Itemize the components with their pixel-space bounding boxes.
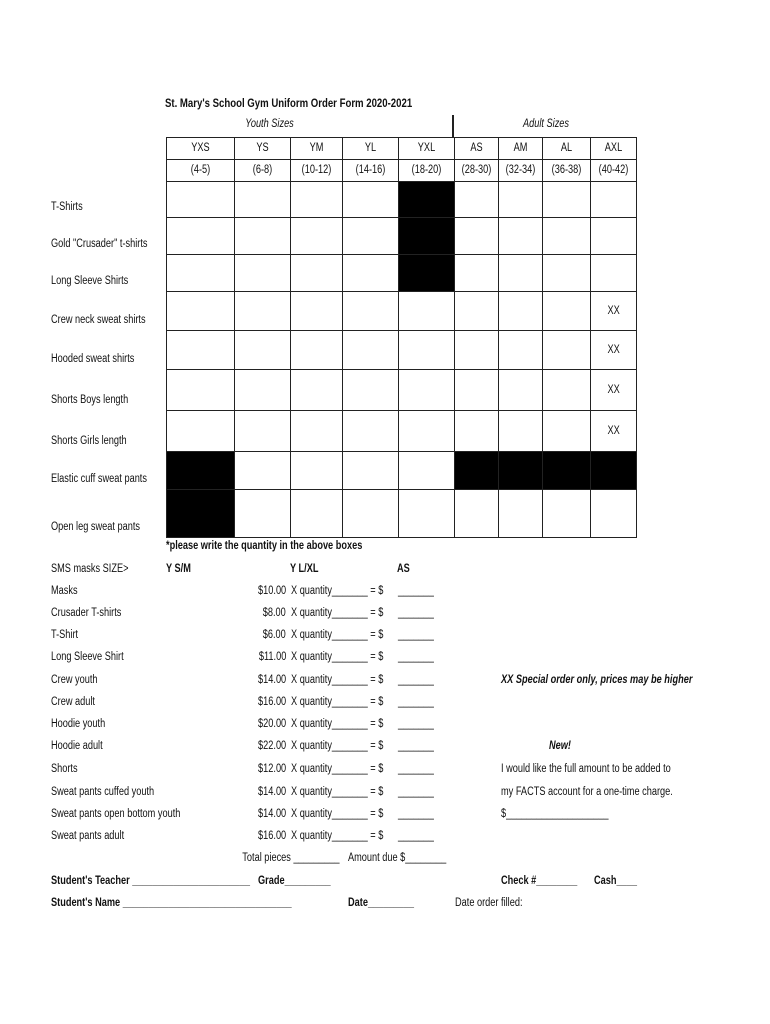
special-order-note: XX Special order only, prices may be higher bbox=[501, 674, 693, 686]
row-label: Crew neck sweat shirts bbox=[51, 314, 146, 326]
qty-cell[interactable] bbox=[454, 330, 498, 369]
price-value: $8.00 bbox=[262, 607, 286, 619]
row-label: Elastic cuff sweat pants bbox=[51, 473, 147, 485]
date-order-filled-label: Date order filled: bbox=[455, 897, 523, 909]
quantity-calc[interactable]: X quantity_______ = $ bbox=[291, 629, 384, 641]
quantity-instruction: *please write the quantity in the above boxes bbox=[166, 540, 363, 552]
quantity-calc[interactable]: X quantity_______ = $ bbox=[291, 585, 384, 597]
size-quantity-grid bbox=[46, 115, 637, 538]
total-pieces-field[interactable]: Total pieces _________ bbox=[241, 852, 339, 864]
size-range-row bbox=[46, 159, 636, 181]
special-order-cell[interactable]: XX bbox=[590, 291, 636, 330]
qty-cell[interactable] bbox=[454, 217, 498, 254]
size-header-as: AS bbox=[454, 137, 498, 159]
qty-cell[interactable] bbox=[290, 369, 342, 410]
size-range-as: (28-30) bbox=[454, 159, 498, 181]
size-range-yxs: (4-5) bbox=[166, 159, 234, 181]
qty-cell[interactable] bbox=[342, 330, 398, 369]
qty-cell[interactable] bbox=[590, 254, 636, 291]
form-title: St. Mary's School Gym Uniform Order Form 2020-2021 bbox=[165, 96, 413, 110]
unavailable-cell bbox=[542, 451, 590, 489]
qty-cell[interactable] bbox=[234, 291, 290, 330]
qty-cell[interactable] bbox=[454, 489, 498, 537]
size-header-ym: YM bbox=[290, 137, 342, 159]
qty-cell[interactable] bbox=[342, 451, 398, 489]
amount-blank[interactable]: _______ bbox=[398, 763, 434, 775]
qty-cell[interactable] bbox=[454, 410, 498, 451]
grid-row-elastic-cuff bbox=[46, 451, 636, 489]
qty-cell[interactable] bbox=[342, 217, 398, 254]
size-header-axl: AXL bbox=[590, 137, 636, 159]
price-value: $6.00 bbox=[262, 629, 286, 641]
grid-row-t-shirts bbox=[46, 181, 636, 217]
price-value: $20.00 bbox=[257, 718, 286, 730]
qty-cell[interactable] bbox=[290, 330, 342, 369]
quantity-calc[interactable]: X quantity_______ = $ bbox=[291, 830, 384, 842]
qty-cell[interactable] bbox=[590, 181, 636, 217]
qty-cell[interactable] bbox=[234, 181, 290, 217]
qty-cell[interactable] bbox=[542, 181, 590, 217]
qty-cell[interactable] bbox=[234, 330, 290, 369]
grid-row-gold-crusader bbox=[46, 217, 636, 254]
qty-cell[interactable] bbox=[590, 217, 636, 254]
qty-cell[interactable] bbox=[166, 369, 234, 410]
qty-cell[interactable] bbox=[166, 410, 234, 451]
facts-text-line2: my FACTS account for a one-time charge. bbox=[501, 786, 673, 798]
price-item: Shorts bbox=[51, 763, 78, 775]
cash-field[interactable]: Cash____ bbox=[594, 875, 637, 887]
size-header-al: AL bbox=[542, 137, 590, 159]
mask-size-as: AS bbox=[397, 563, 410, 575]
qty-cell[interactable] bbox=[234, 451, 290, 489]
unavailable-cell bbox=[590, 451, 636, 489]
unavailable-cell bbox=[498, 451, 542, 489]
amount-blank[interactable]: _______ bbox=[398, 629, 434, 641]
qty-cell[interactable] bbox=[454, 181, 498, 217]
student-name-field[interactable]: Student's Name _________________________________ bbox=[51, 897, 292, 909]
masks-size-label: SMS masks SIZE> bbox=[51, 563, 129, 575]
qty-cell[interactable] bbox=[542, 291, 590, 330]
size-code-row bbox=[46, 137, 636, 159]
qty-cell[interactable] bbox=[166, 330, 234, 369]
row-label: Hooded sweat shirts bbox=[51, 353, 135, 365]
price-item: Crew adult bbox=[51, 696, 95, 708]
qty-cell[interactable] bbox=[398, 489, 454, 537]
size-range-al: (36-38) bbox=[542, 159, 590, 181]
qty-cell[interactable] bbox=[498, 330, 542, 369]
price-item: Crusader T-shirts bbox=[51, 607, 122, 619]
qty-cell[interactable] bbox=[498, 217, 542, 254]
price-item: Hoodie youth bbox=[51, 718, 106, 730]
size-header-am: AM bbox=[498, 137, 542, 159]
amount-blank[interactable]: _______ bbox=[398, 696, 434, 708]
qty-cell[interactable] bbox=[234, 254, 290, 291]
size-header-ys: YS bbox=[234, 137, 290, 159]
qty-cell[interactable] bbox=[542, 217, 590, 254]
qty-cell[interactable] bbox=[234, 489, 290, 537]
size-range-ym: (10-12) bbox=[290, 159, 342, 181]
amount-blank[interactable]: _______ bbox=[398, 740, 434, 752]
amount-blank[interactable]: _______ bbox=[398, 786, 434, 798]
qty-cell[interactable] bbox=[454, 291, 498, 330]
quantity-calc[interactable]: X quantity_______ = $ bbox=[291, 718, 384, 730]
price-value: $22.00 bbox=[257, 740, 286, 752]
amount-due-field[interactable]: Amount due $________ bbox=[348, 852, 447, 864]
amount-blank[interactable]: _______ bbox=[398, 830, 434, 842]
quantity-calc[interactable]: X quantity_______ = $ bbox=[291, 674, 384, 686]
price-value: $14.00 bbox=[257, 674, 286, 686]
grid-row-crew-neck bbox=[46, 291, 636, 330]
qty-cell[interactable] bbox=[542, 254, 590, 291]
qty-cell[interactable] bbox=[166, 217, 234, 254]
qty-cell[interactable] bbox=[234, 369, 290, 410]
qty-cell[interactable] bbox=[342, 369, 398, 410]
amount-blank[interactable]: _______ bbox=[398, 674, 434, 686]
qty-cell[interactable] bbox=[166, 254, 234, 291]
size-range-yl: (14-16) bbox=[342, 159, 398, 181]
qty-cell[interactable] bbox=[234, 217, 290, 254]
qty-cell[interactable] bbox=[342, 410, 398, 451]
grid-row-shorts-boys bbox=[46, 369, 636, 410]
qty-cell[interactable] bbox=[342, 291, 398, 330]
size-range-ys: (6-8) bbox=[234, 159, 290, 181]
qty-cell[interactable] bbox=[542, 330, 590, 369]
date-field[interactable]: Date_________ bbox=[348, 897, 414, 909]
size-range-am: (32-34) bbox=[498, 159, 542, 181]
amount-blank[interactable]: _______ bbox=[398, 808, 434, 820]
new-label: New! bbox=[549, 740, 571, 752]
qty-cell[interactable] bbox=[342, 254, 398, 291]
row-label: Open leg sweat pants bbox=[51, 521, 140, 533]
amount-blank[interactable]: _______ bbox=[398, 607, 434, 619]
facts-amount-blank[interactable]: $____________________ bbox=[501, 808, 609, 820]
quantity-calc[interactable]: X quantity_______ = $ bbox=[291, 808, 384, 820]
qty-cell[interactable] bbox=[398, 330, 454, 369]
qty-cell[interactable] bbox=[542, 489, 590, 537]
row-label: Long Sleeve Shirts bbox=[51, 275, 129, 287]
qty-cell[interactable] bbox=[498, 291, 542, 330]
quantity-calc[interactable]: X quantity_______ = $ bbox=[291, 696, 384, 708]
qty-cell[interactable] bbox=[454, 254, 498, 291]
check-field[interactable]: Check #________ bbox=[501, 875, 578, 887]
qty-cell[interactable] bbox=[290, 451, 342, 489]
qty-cell[interactable] bbox=[498, 489, 542, 537]
qty-cell[interactable] bbox=[234, 410, 290, 451]
size-header-yxl: YXL bbox=[398, 137, 454, 159]
qty-cell[interactable] bbox=[498, 254, 542, 291]
qty-cell[interactable] bbox=[290, 254, 342, 291]
youth-sizes-label: Youth Sizes bbox=[245, 118, 294, 130]
qty-cell[interactable] bbox=[342, 489, 398, 537]
qty-cell[interactable] bbox=[166, 291, 234, 330]
grid-row-long-sleeve bbox=[46, 254, 636, 291]
qty-cell[interactable] bbox=[542, 369, 590, 410]
quantity-calc[interactable]: X quantity_______ = $ bbox=[291, 786, 384, 798]
amount-blank[interactable]: _______ bbox=[398, 585, 434, 597]
qty-cell[interactable] bbox=[290, 410, 342, 451]
quantity-calc[interactable]: X quantity_______ = $ bbox=[291, 651, 384, 663]
price-item: Sweat pants adult bbox=[51, 830, 125, 842]
row-label: Shorts Boys length bbox=[51, 394, 129, 406]
unavailable-cell bbox=[166, 489, 234, 537]
grid-row-hooded bbox=[46, 330, 636, 369]
size-header-yl: YL bbox=[342, 137, 398, 159]
facts-text-line1: I would like the full amount to be added to bbox=[501, 763, 671, 775]
adult-sizes-label: Adult Sizes bbox=[522, 118, 570, 130]
price-item: Sweat pants cuffed youth bbox=[51, 786, 155, 798]
row-label: T-Shirts bbox=[51, 201, 83, 213]
special-order-cell[interactable]: XX bbox=[590, 369, 636, 410]
row-label: Gold "Crusader" t-shirts bbox=[51, 238, 148, 250]
unavailable-cell bbox=[454, 451, 498, 489]
qty-cell[interactable] bbox=[498, 410, 542, 451]
qty-cell[interactable] bbox=[398, 369, 454, 410]
grade-field[interactable]: Grade_________ bbox=[258, 875, 331, 887]
quantity-calc[interactable]: X quantity_______ = $ bbox=[291, 763, 384, 775]
grid-row-open-leg bbox=[46, 489, 636, 537]
unavailable-cell bbox=[398, 181, 454, 217]
qty-cell[interactable] bbox=[290, 291, 342, 330]
qty-cell[interactable] bbox=[498, 369, 542, 410]
price-value: $16.00 bbox=[257, 830, 286, 842]
qty-cell[interactable] bbox=[498, 181, 542, 217]
qty-cell[interactable] bbox=[398, 291, 454, 330]
unavailable-cell bbox=[166, 451, 234, 489]
price-value: $11.00 bbox=[258, 651, 286, 663]
qty-cell[interactable] bbox=[166, 181, 234, 217]
size-range-axl: (40-42) bbox=[590, 159, 636, 181]
price-value: $16.00 bbox=[257, 696, 286, 708]
price-item: Crew youth bbox=[51, 674, 98, 686]
student-teacher-field[interactable]: Student's Teacher _______________________ bbox=[51, 875, 250, 887]
grid-row-shorts-girls bbox=[46, 410, 636, 451]
qty-cell[interactable] bbox=[290, 489, 342, 537]
unavailable-cell bbox=[398, 254, 454, 291]
qty-cell[interactable] bbox=[290, 181, 342, 217]
qty-cell[interactable] bbox=[398, 410, 454, 451]
qty-cell[interactable] bbox=[290, 217, 342, 254]
quantity-calc[interactable]: X quantity_______ = $ bbox=[291, 740, 384, 752]
price-item: Sweat pants open bottom youth bbox=[51, 808, 181, 820]
row-label: Shorts Girls length bbox=[51, 435, 127, 447]
special-order-cell[interactable]: XX bbox=[590, 330, 636, 369]
price-value: $10.00 bbox=[257, 585, 286, 597]
size-range-yxl: (18-20) bbox=[398, 159, 454, 181]
mask-size-ylxl: Y L/XL bbox=[290, 563, 319, 575]
qty-cell[interactable] bbox=[542, 410, 590, 451]
amount-blank[interactable]: _______ bbox=[398, 718, 434, 730]
price-item: Masks bbox=[51, 585, 78, 597]
price-item: T-Shirt bbox=[51, 629, 79, 641]
price-value: $12.00 bbox=[257, 763, 286, 775]
mask-size-ysm: Y S/M bbox=[166, 563, 191, 575]
qty-cell[interactable] bbox=[398, 451, 454, 489]
price-value: $14.00 bbox=[257, 786, 286, 798]
price-item: Hoodie adult bbox=[51, 740, 103, 752]
special-order-cell[interactable]: XX bbox=[590, 410, 636, 451]
size-header-yxs: YXS bbox=[166, 137, 234, 159]
price-value: $14.00 bbox=[257, 808, 286, 820]
qty-cell[interactable] bbox=[454, 369, 498, 410]
amount-blank[interactable]: _______ bbox=[398, 651, 434, 663]
qty-cell[interactable] bbox=[342, 181, 398, 217]
quantity-calc[interactable]: X quantity_______ = $ bbox=[291, 607, 384, 619]
qty-cell[interactable] bbox=[590, 489, 636, 537]
price-item: Long Sleeve Shirt bbox=[51, 651, 124, 663]
unavailable-cell bbox=[398, 217, 454, 254]
